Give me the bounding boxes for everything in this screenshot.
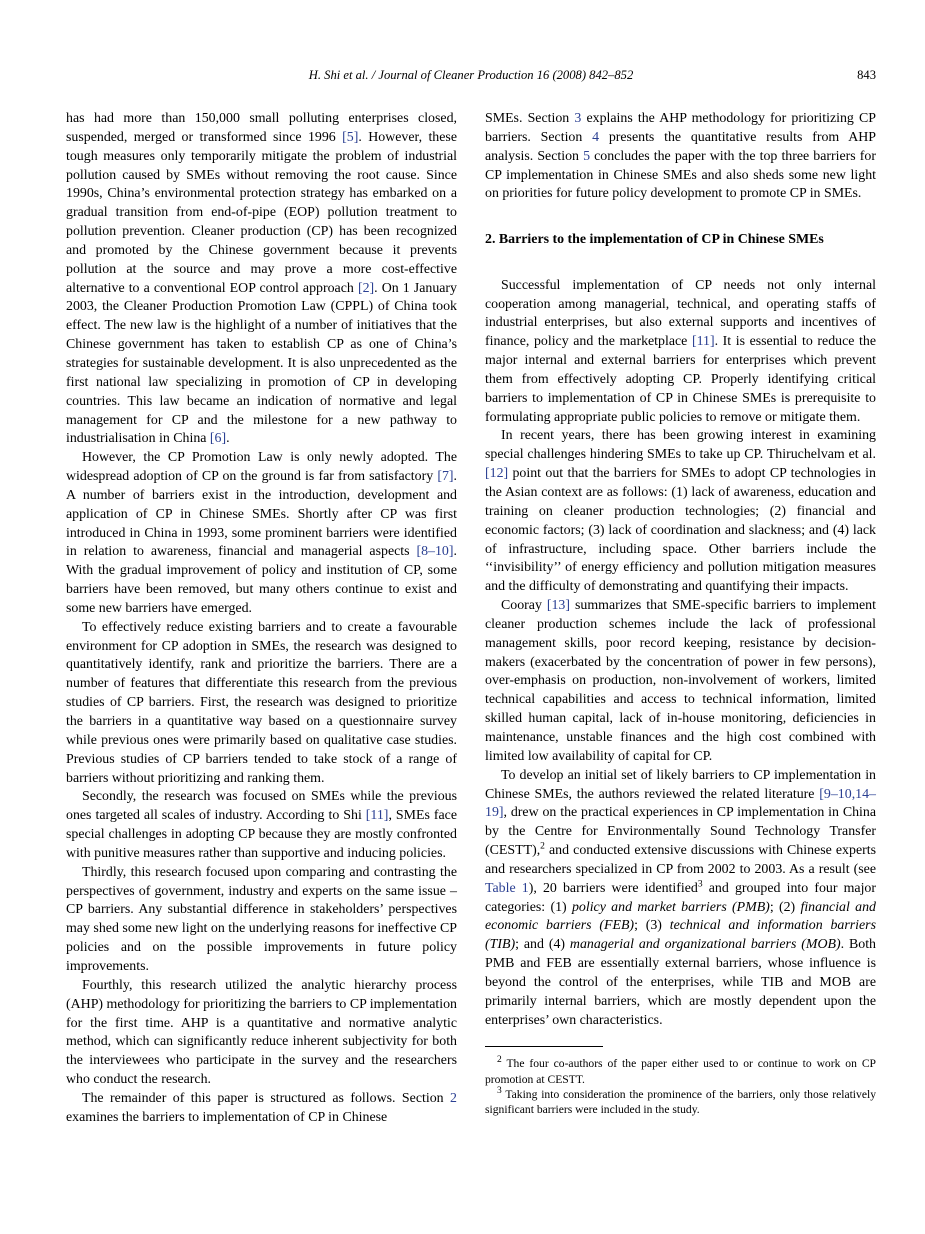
footnote-marker[interactable]: 2 — [540, 841, 545, 852]
paragraph: Thirdly, this research focused upon comparing and contrasting the perspectives of government, industry and experts on the same issue – CP barriers. Any substantial difference in stakeholders’ perspectives may shed some new light on the underlying reasons for ineffective CP policies and on the possible improvements in future policy improvements. — [66, 864, 457, 974]
two-column-body — [66, 110, 876, 1128]
citation-link[interactable]: [8–10] — [416, 544, 454, 560]
citation-link[interactable]: [11] — [691, 334, 715, 350]
paragraph: Successful implementation of CP needs not only internal cooperation among managerial, technical, and operating staffs of industrial enterprises, but also external supports and incentives of finance, policy and the marketplace [11]. It is essential to reduce the major internal and external barriers for enterprises which prevent them from effectively adopting CP. Properly identifying critical barriers to implementation of CP in Chinese SMEs is prerequisite to formulating appropriate public policies to remove or mitigate them. — [485, 277, 876, 425]
citation-link[interactable]: 5 — [583, 148, 591, 164]
paragraph: has had more than 150,000 small polluting enterprises closed, suspended, merged or transformed since 1996 [5]. However, these tough measures only temporarily mitigate the problem of industrial pollution caused by SMEs without removing the root cause. Since 1990s, China’s environmental protection strategy has embarked on a gradual transition from end-of-pipe (EOP) pollution treatment to pollution prevention. Cleaner production (CP) has been recognized and promoted by the Chinese government because it prevents pollution at the source and may prove a more cost-effective alternative to a conventional EOP control approach [2]. On 1 January 2003, the Cleaner Production Promotion Law (CPPL) of China took effect. The new law is the highlight of a number of initiatives that the Chinese government has taken to establish CP as one of China’s strategies for sustainable development. It is also unprecedented as the first national law specializing in promotion of CP in developing countries. This law became an indication of normative and legal management for CP and the milestone for a new pathway to industrialisation in China [6]. — [66, 111, 457, 447]
citation-link[interactable]: [13] — [546, 598, 571, 614]
citation-link[interactable]: [6] — [209, 431, 227, 447]
paragraph: Fourthly, this research utilized the analytic hierarchy process (AHP) methodology for prioritizing the barriers to CP implementation for the first time. AHP is a quantitative and normative analytic method, which can significantly reduce inherent subjectivity for both the interviewees who participate in the survey and the researchers who conduct the research. — [66, 977, 457, 1088]
italic-text: technical and information barriers (TIB) — [485, 918, 876, 953]
italic-text: managerial and organizational barriers (MOB) — [569, 937, 841, 953]
footnote: $^3$ Taking into consideration the prominence of the barriers, only those relatively significant barriers were included in the study. — [485, 1086, 876, 1117]
footnote-marker[interactable]: 3 — [697, 879, 703, 890]
paragraph: The remainder of this paper is structured as follows. Section 2 examines the barriers to implementation of CP in Chinese — [66, 1090, 457, 1125]
citation-link[interactable]: [7] — [437, 469, 454, 485]
page-number: 843 — [857, 68, 876, 82]
citation-link[interactable]: 3 — [574, 111, 582, 126]
citation-link[interactable]: 2 — [450, 1090, 457, 1106]
citation-link[interactable]: Table 1 — [485, 880, 529, 896]
paragraph: Cooray [13] summarizes that SME-specific barriers to implement cleaner production schemes include the lack of professional management skills, poor record keeping, resistance by decision-makers (exacerbated by the concentration of power in few persons), over-emphasis on production, non-involvement of workers, limited technical capabilities and access to technical information, limited skilled human capital, lack of in-house monitoring, deficiencies in maintenance, unstable finances and the high cost combined with limited low availability of capital for CP. — [485, 598, 876, 764]
citation-link[interactable]: 4 — [592, 129, 600, 145]
citation-link[interactable]: [9–10,14–19] — [485, 786, 876, 821]
footnote-marker[interactable]: 2 — [497, 1055, 502, 1066]
paragraph: In recent years, there has been growing interest in examining special challenges hindering SMEs to take up CP. Thiruchelvam et al. [12] point out that the barriers for SMEs to adopt CP technologies in the Asian context are as follows: (1) lack of awareness, education and training on cleaner production technologies; (2) financial and economic factors; (3) lack of coordination and slackness; and (4) lack of infrastructure, including space. Other barriers include the ‘‘invisibility’’ of energy efficiency and pollution mitigation measures and the difficulty of demonstrating and quantifying their impacts. — [485, 428, 876, 595]
paragraph: To develop an initial set of likely barriers to CP implementation in Chinese SMEs, the authors reviewed the related literature [9–10,14–19], drew on the practical experiences in CP implementation in China by the Centre for Environmentally Sound Technology Transfer (CESTT),$^2$ and conducted extensive discussions with Chinese experts and researchers specialized in CP from 2002 to 2003. As a result (see Table 1), 20 barriers were identified$^3$ and grouped into four major categories: (1) policy and market barriers (PMB); (2) financial and economic barriers (FEB); (3) technical and information barriers (TIB); and (4) managerial and organizational barriers (MOB). Both PMB and FEB are essentially external barriers, whose influence is beyond the control of the enterprises, while TIB and MOB are primarily internal barriers, which are mostly dependent upon the enterprises’ own characteristics. — [485, 767, 877, 1028]
paragraph: To effectively reduce existing barriers and to create a favourable environment for CP adoption in SMEs, the research was designed to quantitatively identify, rank and prioritize the barriers. There are a number of features that differentiate this research from the previous studies of CP barriers. First, the research was designed to prioritize the barriers in a quantitative way based on a questionnaire survey while previous ones were primarily based on qualitative case studies. Previous studies of CP barriers tended to take stock of a range of barriers without prioritizing and ranking them. — [66, 619, 457, 786]
paragraph: Secondly, the research was focused on SMEs while the previous ones targeted all scales of industry. According to Shi [11], SMEs face special challenges in adopting CP because they are mostly confronted with punitive measures rather than supportive and inducing policies. — [66, 789, 457, 861]
section-heading: 2. Barriers to the implementation of CP in Chinese SMEs — [485, 232, 824, 248]
citation-link[interactable]: [2] — [357, 280, 375, 296]
right-column — [485, 110, 876, 1118]
left-column — [66, 110, 457, 1128]
page-header — [66, 68, 876, 83]
citation-link[interactable]: [12] — [485, 466, 509, 482]
running-title: H. Shi et al. / Journal of Cleaner Production 16 (2008) 842–852 — [308, 68, 634, 82]
paragraph: However, the CP Promotion Law is only newly adopted. The widespread adoption of CP on the ground is far from satisfactory [7]. A number of barriers exist in the introduction, development and application of CP in Chinese SMEs. Shortly after CP was first introduced in China in 1993, some prominent barriers were identified in relation to awareness, financial and managerial aspects [8–10]. With the gradual improvement of policy and institution of CP, some barriers have been removed, but many others continue to exist and some new barriers have emerged. — [66, 450, 457, 616]
footnotes — [485, 1046, 876, 1117]
paragraph: SMEs. Section 3 explains the AHP methodology for prioritizing CP barriers. Section 4 presents the quantitative results from AHP analysis. Section 5 concludes the paper with the top three barriers for CP implementation in Chinese SMEs and also sheds some new light on priorities for future policy development to promote CP in SMEs. — [485, 111, 876, 202]
footnote: $^2$ The four co-authors of the paper either used to or continue to work on CP promotion at CESTT. — [485, 1055, 876, 1086]
footnote-marker[interactable]: 3 — [497, 1086, 502, 1097]
italic-text: policy and market barriers (PMB) — [571, 899, 770, 915]
citation-link[interactable]: [5] — [342, 129, 359, 145]
footnote-rule — [485, 1046, 603, 1047]
citation-link[interactable]: [11] — [365, 808, 389, 824]
italic-text: financial and economic barriers (FEB) — [485, 899, 876, 934]
